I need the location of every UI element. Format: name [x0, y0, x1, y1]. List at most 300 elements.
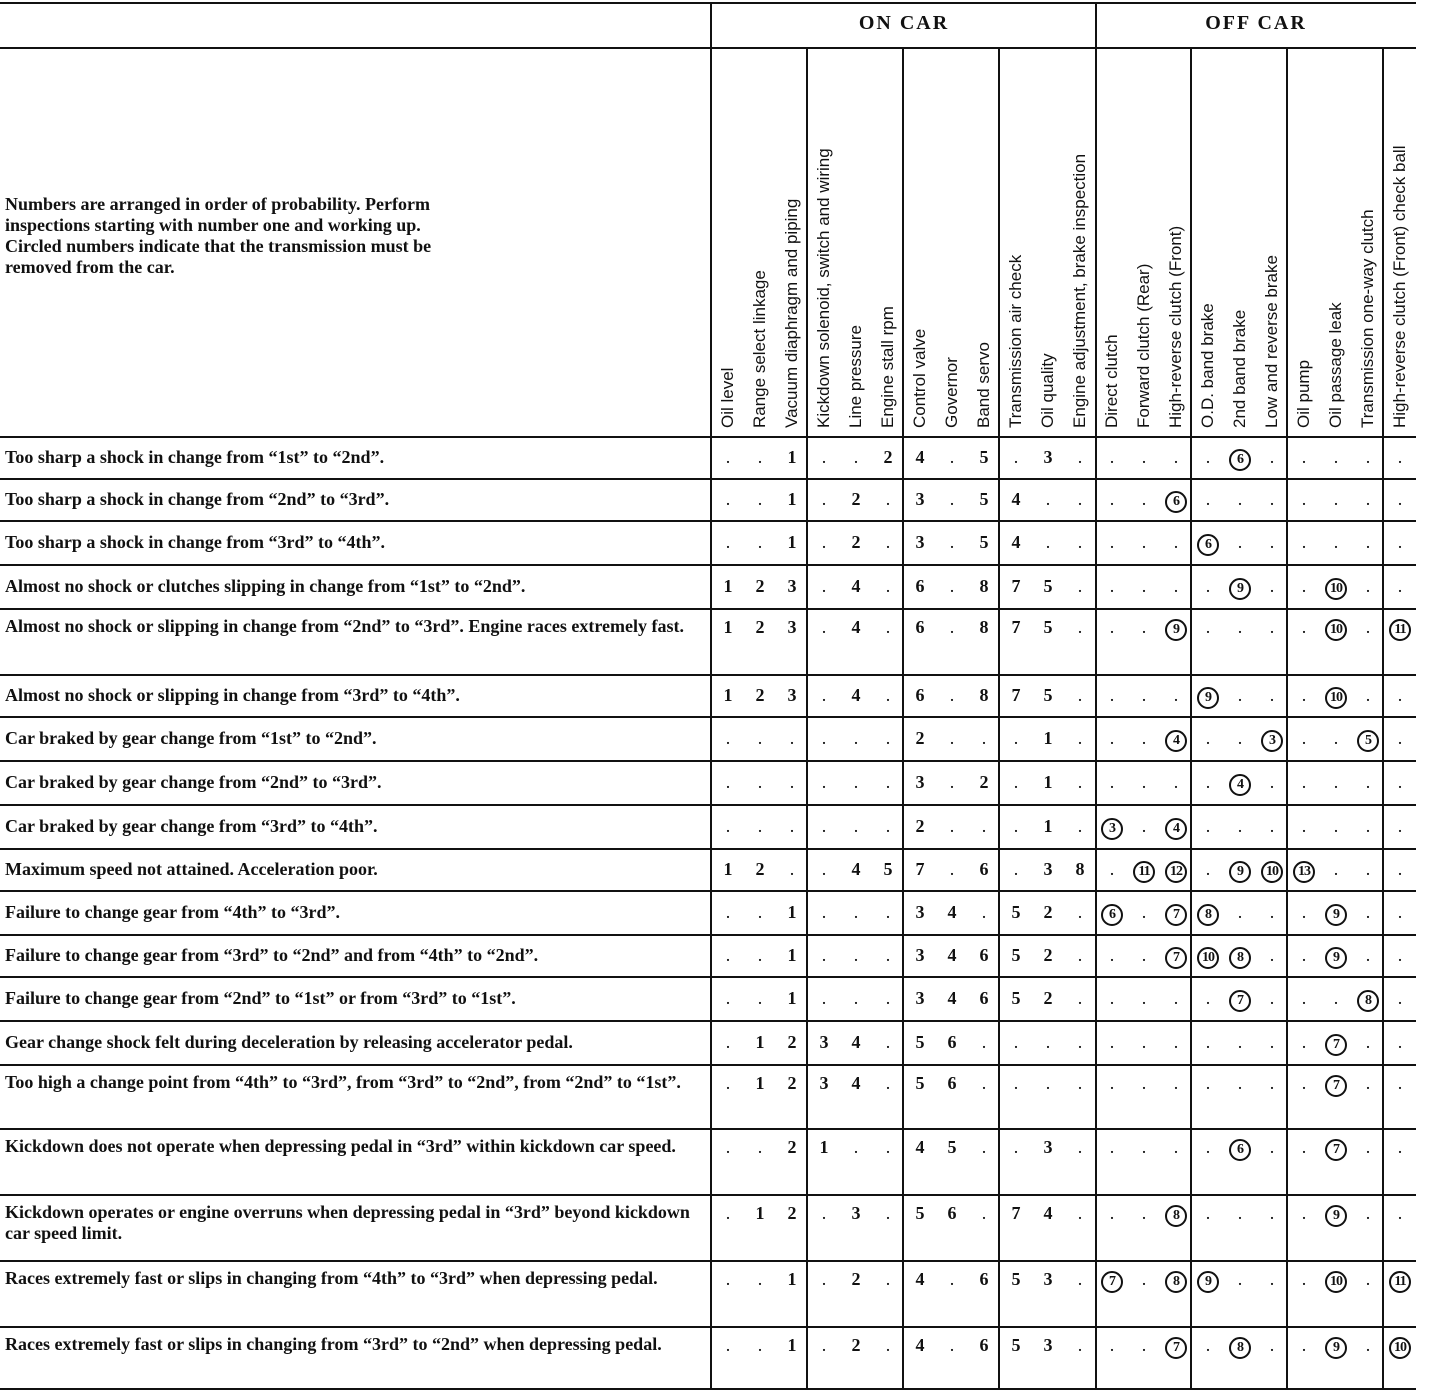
empty-cell: . [1365, 1269, 1371, 1289]
circled-cell [1320, 901, 1352, 926]
empty-cell: . [1141, 447, 1147, 467]
grid-line [0, 1020, 1416, 1022]
empty-cell: . [1141, 772, 1147, 792]
row-label: Too sharp a shock in change from “1st” to “2nd”. [5, 447, 385, 467]
circled-cell [1160, 858, 1192, 883]
empty-cell: . [1045, 532, 1051, 552]
cell-number: 1 [787, 447, 797, 467]
empty-cell: . [1301, 945, 1307, 965]
empty-cell: . [1365, 617, 1371, 637]
empty-cell: . [885, 685, 891, 705]
empty-cell: . [1205, 1032, 1211, 1052]
empty-cell: . [1141, 902, 1147, 922]
empty-cell: . [1205, 489, 1211, 509]
empty-cell: . [885, 1335, 891, 1355]
empty-cell: . [1141, 576, 1147, 596]
empty-cell: . [725, 447, 731, 467]
empty-cell: . [949, 772, 955, 792]
empty-cell: . [1141, 945, 1147, 965]
empty-cell: . [725, 728, 731, 748]
empty-cell: . [1141, 532, 1147, 552]
empty-cell: . [1269, 617, 1275, 637]
empty-cell: . [1365, 532, 1371, 552]
empty-cell: . [885, 772, 891, 792]
off-car-header: OFF CAR [1205, 12, 1307, 34]
empty-cell: . [1141, 1073, 1147, 1093]
circled-number: 8 [1165, 1271, 1187, 1293]
column-header: Oil pump [1294, 359, 1313, 428]
empty-cell: . [1301, 489, 1307, 509]
cell-number: 3 [915, 772, 925, 792]
empty-cell: . [1141, 1032, 1147, 1052]
empty-cell: . [725, 1335, 731, 1355]
cell-number: 4 [915, 1335, 925, 1355]
empty-cell: . [1301, 1137, 1307, 1157]
cell-number: 4 [947, 945, 957, 965]
empty-cell: . [1269, 1335, 1275, 1355]
cell-number: 5 [979, 489, 989, 509]
empty-cell: . [949, 1335, 955, 1355]
grid-line [0, 1260, 1416, 1262]
row-label: Failure to change gear from “3rd” to “2nd” and from “4th” to “2nd”. [5, 945, 539, 965]
row-label: Too sharp a shock in change from “2nd” to “3rd”. [5, 489, 390, 509]
empty-cell: . [1269, 489, 1275, 509]
circled-cell [1384, 616, 1416, 641]
circled-number: 4 [1229, 774, 1251, 796]
circled-number: 7 [1165, 1337, 1187, 1359]
column-header: Line pressure [846, 324, 865, 428]
circled-number: 10 [1389, 1337, 1411, 1359]
circled-number: 9 [1325, 1205, 1347, 1227]
grid-line [0, 608, 1416, 610]
empty-cell: . [885, 902, 891, 922]
empty-cell: . [1077, 988, 1083, 1008]
empty-cell: . [1141, 988, 1147, 1008]
empty-cell: . [1301, 532, 1307, 552]
cell-number: 3 [787, 685, 797, 705]
empty-cell: . [1365, 772, 1371, 792]
cell-number: 1 [787, 532, 797, 552]
empty-cell: . [1077, 576, 1083, 596]
empty-cell: . [1205, 617, 1211, 637]
empty-cell: . [885, 945, 891, 965]
empty-cell: . [725, 1137, 731, 1157]
circled-number: 11 [1389, 619, 1411, 641]
cell-number: 4 [851, 685, 861, 705]
empty-cell: . [1205, 1335, 1211, 1355]
circled-cell [1320, 684, 1352, 709]
circled-number: 6 [1229, 1139, 1251, 1161]
grid-line [0, 564, 1416, 566]
empty-cell: . [1109, 685, 1115, 705]
cell-number: 1 [787, 945, 797, 965]
empty-cell: . [1205, 772, 1211, 792]
column-header: Range select linkage [750, 270, 769, 428]
empty-cell: . [1141, 1137, 1147, 1157]
cell-number: 4 [851, 1073, 861, 1093]
circled-cell [1352, 987, 1384, 1012]
row-label: Maximum speed not attained. Acceleration poor. [5, 859, 378, 879]
circled-number: 3 [1261, 730, 1283, 752]
cell-number: 1 [1043, 772, 1053, 792]
circled-number: 6 [1197, 534, 1219, 556]
empty-cell: . [1269, 447, 1275, 467]
grid-line [0, 520, 1416, 522]
empty-cell: . [1237, 816, 1243, 836]
grid-line [1286, 48, 1288, 1388]
empty-cell: . [821, 685, 827, 705]
cell-number: 3 [915, 532, 925, 552]
empty-cell: . [1269, 1203, 1275, 1223]
empty-cell: . [1173, 988, 1179, 1008]
empty-cell: . [821, 447, 827, 467]
cell-number: 8 [1075, 859, 1085, 879]
empty-cell: . [1173, 1073, 1179, 1093]
cell-number: 1 [755, 1073, 765, 1093]
cell-number: 6 [915, 617, 925, 637]
empty-cell: . [821, 988, 827, 1008]
cell-number: 2 [787, 1032, 797, 1052]
circled-cell [1096, 1268, 1128, 1293]
empty-cell: . [1301, 728, 1307, 748]
circled-number: 10 [1325, 578, 1347, 600]
cell-number: 6 [979, 945, 989, 965]
circled-number: 4 [1165, 730, 1187, 752]
empty-cell: . [821, 859, 827, 879]
empty-cell: . [1013, 1032, 1019, 1052]
empty-cell: . [821, 532, 827, 552]
empty-cell: . [757, 532, 763, 552]
empty-cell: . [1301, 447, 1307, 467]
cell-number: 4 [915, 1269, 925, 1289]
cell-number: 1 [723, 617, 733, 637]
empty-cell: . [1365, 576, 1371, 596]
empty-cell: . [725, 988, 731, 1008]
empty-cell: . [1397, 489, 1403, 509]
circled-number: 9 [1229, 578, 1251, 600]
empty-cell: . [1077, 1203, 1083, 1223]
grid-line [0, 47, 1416, 49]
circled-cell [1320, 1072, 1352, 1097]
cell-number: 2 [851, 1269, 861, 1289]
grid-line [0, 976, 1416, 978]
cell-number: 8 [979, 617, 989, 637]
empty-cell: . [1301, 576, 1307, 596]
empty-cell: . [1365, 447, 1371, 467]
empty-cell: . [821, 772, 827, 792]
empty-cell: . [757, 772, 763, 792]
empty-cell: . [1237, 489, 1243, 509]
empty-cell: . [1365, 1073, 1371, 1093]
cell-number: 7 [1011, 576, 1021, 596]
circled-number: 10 [1325, 687, 1347, 709]
empty-cell: . [1013, 1073, 1019, 1093]
grid-line [1095, 2, 1097, 1388]
empty-cell: . [1365, 816, 1371, 836]
empty-cell: . [949, 447, 955, 467]
circled-number: 9 [1325, 947, 1347, 969]
circled-cell [1256, 727, 1288, 752]
empty-cell: . [757, 728, 763, 748]
circled-number: 9 [1229, 861, 1251, 883]
empty-cell: . [1333, 988, 1339, 1008]
circled-cell [1160, 1268, 1192, 1293]
cell-number: 4 [851, 1032, 861, 1052]
circled-number: 10 [1325, 1271, 1347, 1293]
circled-cell [1320, 1031, 1352, 1056]
circled-number: 7 [1325, 1075, 1347, 1097]
empty-cell: . [1397, 576, 1403, 596]
empty-cell: . [1333, 489, 1339, 509]
empty-cell: . [757, 902, 763, 922]
cell-number: 1 [1043, 816, 1053, 836]
column-header: Transmission one-way clutch [1358, 209, 1377, 428]
empty-cell: . [1205, 1203, 1211, 1223]
empty-cell: . [757, 1269, 763, 1289]
column-header: Low and reverse brake [1262, 255, 1281, 428]
cell-number: 3 [851, 1203, 861, 1223]
row-label: Almost no shock or clutches slipping in change from “1st” to “2nd”. [5, 576, 526, 596]
empty-cell: . [821, 728, 827, 748]
row-label: Failure to change gear from “4th” to “3rd”. [5, 902, 340, 922]
empty-cell: . [1333, 816, 1339, 836]
empty-cell: . [1109, 576, 1115, 596]
cell-number: 2 [1043, 988, 1053, 1008]
circled-number: 10 [1325, 619, 1347, 641]
row-label: Too high a change point from “4th” to “3rd”, from “3rd” to “2nd”, from “2nd” to “1st”. [5, 1072, 681, 1092]
circled-cell [1160, 901, 1192, 926]
circled-cell [1192, 531, 1224, 556]
column-header: Oil passage leak [1326, 302, 1345, 428]
circled-number: 6 [1229, 449, 1251, 471]
circled-cell [1224, 1334, 1256, 1359]
grid-line [0, 674, 1416, 676]
cell-number: 4 [915, 447, 925, 467]
cell-number: 6 [947, 1073, 957, 1093]
cell-number: 2 [755, 685, 765, 705]
empty-cell: . [1397, 532, 1403, 552]
empty-cell: . [1301, 816, 1307, 836]
empty-cell: . [885, 1269, 891, 1289]
empty-cell: . [1237, 728, 1243, 748]
cell-number: 3 [1043, 1335, 1053, 1355]
empty-cell: . [1173, 576, 1179, 596]
cell-number: 2 [851, 489, 861, 509]
empty-cell: . [1397, 728, 1403, 748]
cell-number: 2 [787, 1137, 797, 1157]
empty-cell: . [1301, 1203, 1307, 1223]
cell-number: 1 [723, 685, 733, 705]
empty-cell: . [1141, 617, 1147, 637]
empty-cell: . [1365, 1137, 1371, 1157]
grid-line [0, 1064, 1416, 1066]
cell-number: 6 [915, 576, 925, 596]
empty-cell: . [1397, 447, 1403, 467]
empty-cell: . [853, 816, 859, 836]
grid-line [1382, 48, 1384, 1388]
grid-line [1190, 48, 1192, 1388]
circled-number: 7 [1101, 1271, 1123, 1293]
circled-number: 11 [1133, 861, 1155, 883]
empty-cell: . [1397, 945, 1403, 965]
empty-cell: . [1269, 772, 1275, 792]
empty-cell: . [949, 1269, 955, 1289]
circled-cell [1320, 1202, 1352, 1227]
cell-number: 5 [1011, 1269, 1021, 1289]
circled-cell [1224, 858, 1256, 883]
empty-cell: . [1397, 816, 1403, 836]
cell-number: 1 [755, 1032, 765, 1052]
empty-cell: . [1205, 447, 1211, 467]
circled-number: 9 [1325, 1337, 1347, 1359]
empty-cell: . [1205, 988, 1211, 1008]
circled-cell [1224, 1136, 1256, 1161]
empty-cell: . [1365, 1335, 1371, 1355]
empty-cell: . [1013, 447, 1019, 467]
empty-cell: . [1269, 532, 1275, 552]
cell-number: 6 [979, 1269, 989, 1289]
empty-cell: . [1109, 859, 1115, 879]
empty-cell: . [853, 728, 859, 748]
cell-number: 6 [979, 859, 989, 879]
empty-cell: . [853, 772, 859, 792]
circled-cell [1160, 1334, 1192, 1359]
empty-cell: . [853, 902, 859, 922]
empty-cell: . [1109, 1032, 1115, 1052]
empty-cell: . [1333, 859, 1339, 879]
circled-number: 12 [1165, 861, 1187, 883]
circled-number: 8 [1197, 904, 1219, 926]
row-label: Car braked by gear change from “2nd” to “3rd”. [5, 772, 382, 792]
row-label: Almost no shock or slipping in change from “2nd” to “3rd”. Engine races extremely fast. [5, 616, 685, 636]
empty-cell: . [949, 576, 955, 596]
empty-cell: . [1109, 489, 1115, 509]
empty-cell: . [1109, 1137, 1115, 1157]
empty-cell: . [1109, 1073, 1115, 1093]
circled-number: 4 [1165, 818, 1187, 840]
row-label: Failure to change gear from “2nd” to “1st” or from “3rd” to “1st”. [5, 988, 516, 1008]
empty-cell: . [1397, 1203, 1403, 1223]
empty-cell: . [821, 1335, 827, 1355]
empty-cell: . [1333, 772, 1339, 792]
circled-number: 6 [1101, 904, 1123, 926]
circled-cell [1320, 1136, 1352, 1161]
empty-cell: . [885, 617, 891, 637]
empty-cell: . [1013, 816, 1019, 836]
empty-cell: . [1301, 685, 1307, 705]
empty-cell: . [1237, 1073, 1243, 1093]
circled-number: 10 [1261, 861, 1283, 883]
empty-cell: . [1077, 532, 1083, 552]
empty-cell: . [1237, 1203, 1243, 1223]
circled-cell [1096, 815, 1128, 840]
empty-cell: . [1077, 617, 1083, 637]
empty-cell: . [1205, 728, 1211, 748]
column-header: High-reverse clutch (Front) check ball [1390, 145, 1409, 428]
column-header: Oil quality [1038, 353, 1057, 428]
empty-cell: . [1077, 945, 1083, 965]
cell-number: 5 [1011, 902, 1021, 922]
empty-cell: . [1205, 1073, 1211, 1093]
empty-cell: . [1397, 1073, 1403, 1093]
empty-cell: . [821, 617, 827, 637]
circled-cell [1320, 616, 1352, 641]
cell-number: 8 [979, 685, 989, 705]
empty-cell: . [1365, 1203, 1371, 1223]
cell-number: 5 [1011, 988, 1021, 1008]
empty-cell: . [1013, 859, 1019, 879]
cell-number: 4 [1043, 1203, 1053, 1223]
empty-cell: . [885, 988, 891, 1008]
empty-cell: . [1397, 772, 1403, 792]
empty-cell: . [1365, 489, 1371, 509]
empty-cell: . [1141, 1203, 1147, 1223]
empty-cell: . [1077, 1073, 1083, 1093]
empty-cell: . [1173, 685, 1179, 705]
circled-cell [1224, 575, 1256, 600]
row-label: Kickdown operates or engine overruns when depressing pedal in “3rd” beyond kickdown car speed limit. [5, 1202, 690, 1243]
cell-number: 2 [915, 816, 925, 836]
circled-number: 8 [1357, 990, 1379, 1012]
empty-cell: . [1269, 1073, 1275, 1093]
circled-number: 8 [1165, 1205, 1187, 1227]
empty-cell: . [1173, 1137, 1179, 1157]
grid-line [0, 2, 1416, 4]
empty-cell: . [1269, 685, 1275, 705]
cell-number: 1 [787, 489, 797, 509]
column-header: Governor [942, 357, 961, 428]
grid-line [0, 478, 1416, 480]
cell-number: 2 [1043, 902, 1053, 922]
cell-number: 5 [1011, 1335, 1021, 1355]
empty-cell: . [1109, 617, 1115, 637]
cell-number: 3 [1043, 447, 1053, 467]
empty-cell: . [1109, 532, 1115, 552]
empty-cell: . [853, 1137, 859, 1157]
circled-number: 6 [1165, 491, 1187, 513]
cell-number: 7 [1011, 1203, 1021, 1223]
circled-number: 9 [1197, 687, 1219, 709]
empty-cell: . [1365, 945, 1371, 965]
grid-line [0, 1128, 1416, 1130]
legend-note: Numbers are arranged in order of probability. Perform inspections starting with number one and working up. Circled numbers indicate that the transmission must be removed from the car. [5, 194, 432, 277]
empty-cell: . [757, 489, 763, 509]
empty-cell: . [757, 1335, 763, 1355]
empty-cell: . [757, 988, 763, 1008]
empty-cell: . [1077, 902, 1083, 922]
empty-cell: . [949, 532, 955, 552]
cell-number: 5 [979, 447, 989, 467]
empty-cell: . [1237, 1032, 1243, 1052]
empty-cell: . [1365, 902, 1371, 922]
cell-number: 5 [915, 1073, 925, 1093]
empty-cell: . [1301, 617, 1307, 637]
empty-cell: . [1077, 489, 1083, 509]
empty-cell: . [1109, 1203, 1115, 1223]
empty-cell: . [1205, 576, 1211, 596]
cell-number: 2 [787, 1073, 797, 1093]
cell-number: 5 [1043, 617, 1053, 637]
cell-number: 4 [1011, 532, 1021, 552]
empty-cell: . [1077, 447, 1083, 467]
grid-line [0, 436, 1416, 438]
circled-number: 9 [1165, 619, 1187, 641]
empty-cell: . [949, 728, 955, 748]
empty-cell: . [1301, 988, 1307, 1008]
cell-number: 2 [979, 772, 989, 792]
empty-cell: . [1077, 1335, 1083, 1355]
cell-number: 8 [979, 576, 989, 596]
